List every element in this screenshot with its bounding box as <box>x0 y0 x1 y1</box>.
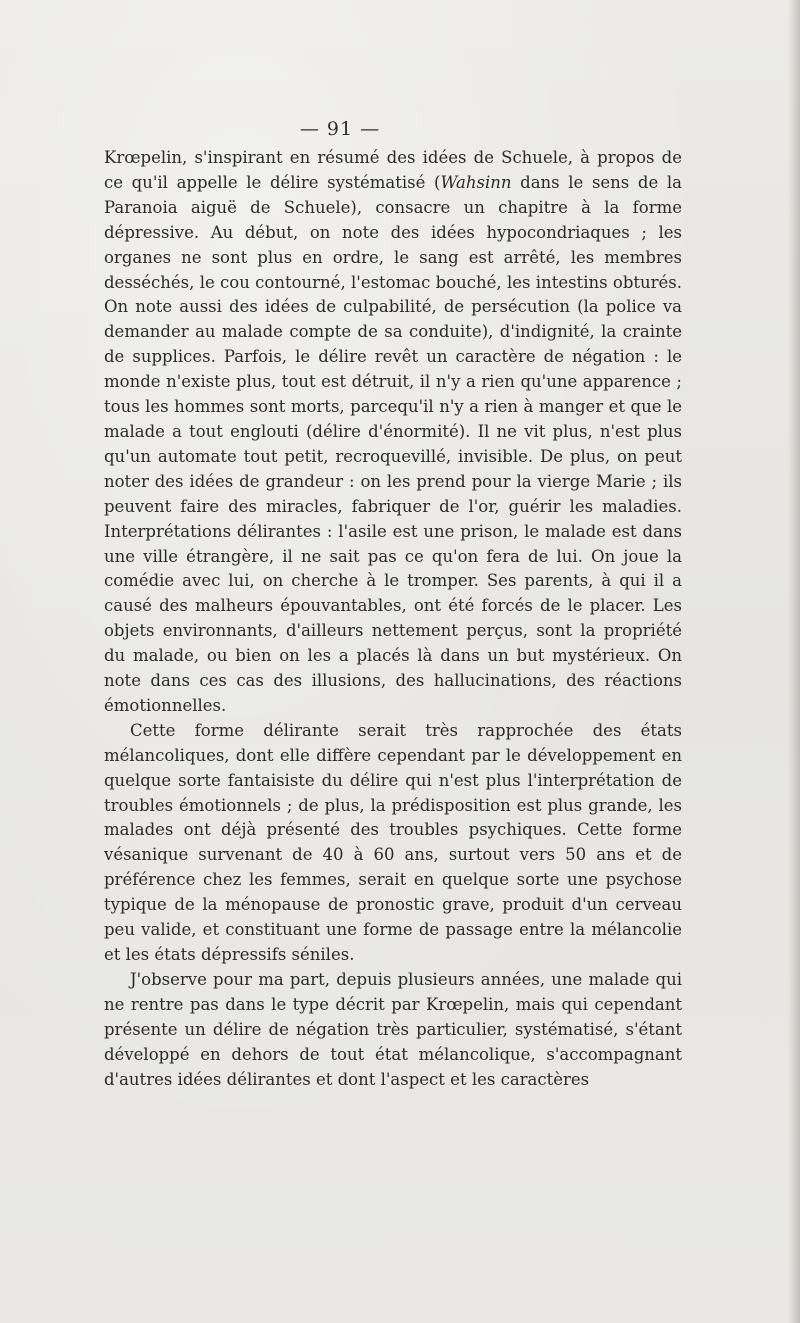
paragraph-1-text-start: Krœpelin, s'inspirant en résumé des idées de Schuele, à propos de ce qu'il appelle le délire systématisé ( <box>104 148 682 192</box>
paragraph-1-text-end: dans le sens de la Paranoia aiguë de Schuele), consacre un chapitre à la forme dépressive. Au début, on note des idées hypocondriaques ; les organes ne sont plus en ordre, le sang est arrêté, les membres desséchés, le cou contourné, l'estomac bouché, les intestins obturés. On note aussi des idées de culpabilité, de persécution (la police va demander au malade compte de sa conduite), d'indignité, la crainte de supplices. Parfois, le délire revêt un caractère de négation : le monde n'existe plus, tout est détruit, il n'y a rien qu'une apparence ; tous les hommes sont morts, parcequ'il n'y a rien à manger et que le malade a tout englouti (délire d'énormité). Il ne vit plus, n'est plus qu'un automate tout petit, recroquevillé, invisible. De plus, on peut noter des idées de grandeur : on les prend pour la vierge Marie ; ils peuvent faire des miracles, fabriquer de l'or, guérir les maladies. Interprétations délirantes : l'asile est une prison, le malade est dans une ville étrangère, il ne sait pas ce qu'on fera de lui. On joue la comédie avec lui, on cherche à le tromper. Ses parents, à qui il a causé des malheurs épouvantables, ont été forcés de le placer. Les objets environnants, d'ailleurs nettement perçus, sont la propriété du malade, ou bien on les a placés là dans un but mystérieux. On note dans ces cas des illusions, des hallucinations, des réactions émotionnelles. <box>104 172 683 715</box>
paragraph-2: Cette forme délirante serait très rapprochée des états mélancoliques, dont elle diffère cependant par le développement en quelque sorte fantaisiste du délire qui n'est plus l'interprétation de troubles émotionnels ; de plus, la prédisposition est plus grande, les malades ont déjà présenté des troubles psychiques. Cette forme vésanique survenant de 40 à 60 ans, surtout vers 50 ans et de préférence chez les femmes, serait en quelque sorte une psychose typique de la ménopause de pronostic grave, produit d'un cerveau peu valide, et constituant une forme de passage entre la mélancolie et les états dépressifs séniles. <box>104 720 682 964</box>
paragraph-1-italic-term: Wahsinn <box>440 172 512 192</box>
body-text <box>104 146 682 1092</box>
page-number: — 91 — <box>299 118 381 140</box>
paragraph-1 <box>104 146 682 719</box>
paragraph-3: J'observe pour ma part, depuis plusieurs années, une malade qui ne rentre pas dans le type décrit par Krœpelin, mais qui cependant présente un délire de négation très particulier, systématisé, s'étant développé en dehors de tout état mélancolique, s'accompagnant d'autres idées délirantes et dont l'aspect et les caractères <box>104 969 682 1089</box>
page-edge-shadow <box>788 0 800 1323</box>
